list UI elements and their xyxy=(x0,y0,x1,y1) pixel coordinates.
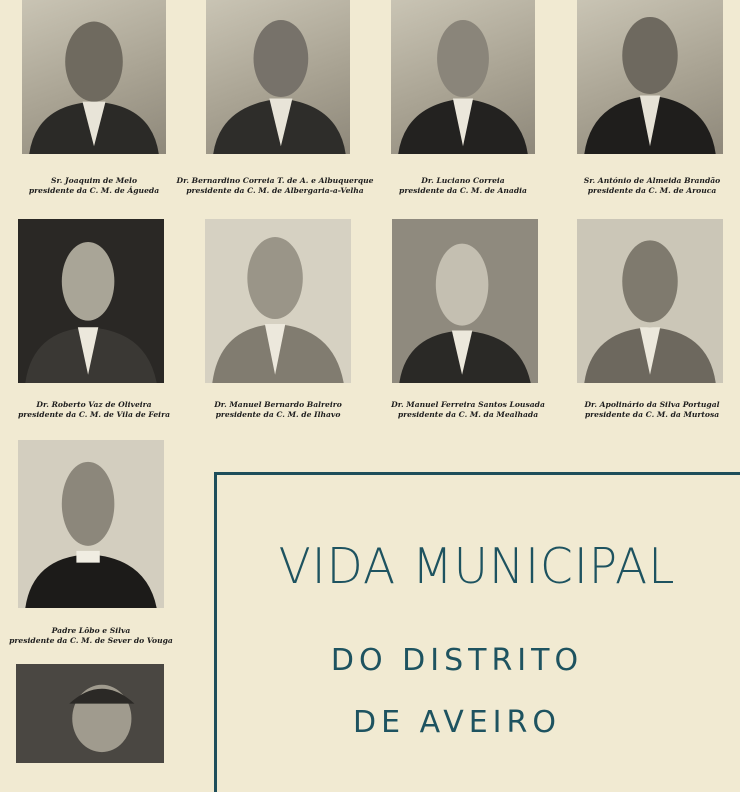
portrait-photo xyxy=(206,0,350,154)
portrait-photo xyxy=(577,219,723,383)
portrait-photo xyxy=(22,0,166,154)
portrait-photo xyxy=(392,219,538,383)
portrait-caption: Dr. Bernardino Correia T. de A. e Albuquerque presidente da C. M. de Albergaria-a-Velha xyxy=(176,176,374,195)
portrait-caption: Padre Lôbo e Silva presidente da C. M. de Sever do Vouga xyxy=(9,626,173,645)
portrait-caption: Dr. Roberto Vaz de Oliveira presidente da C. M. de Vila de Feira xyxy=(18,400,170,419)
portrait-caption: Dr. Apolinário da Silva Portugal presidente da C. M. da Murtosa xyxy=(584,400,720,419)
page-subtitle-line-2: DE AVEIRO xyxy=(353,705,561,740)
portrait-photo xyxy=(391,0,535,154)
portrait-caption: Dr. Luciano Correia presidente da C. M. de Anadia xyxy=(399,176,527,195)
portrait-photo xyxy=(16,664,164,763)
title-frame xyxy=(214,472,740,792)
portrait-photo xyxy=(18,440,164,608)
portrait-photo xyxy=(18,219,164,383)
page-title: VIDA MUNICIPAL xyxy=(278,537,676,596)
portrait-caption: Dr. Manuel Bernardo Balreiro presidente da C. M. de Ilhavo xyxy=(214,400,342,419)
portrait-caption: Sr. Joaquim de Melo presidente da C. M. de Águeda xyxy=(28,176,160,195)
portrait-caption: Dr. Manuel Ferreira Santos Lousada presidente da C. M. da Mealhada xyxy=(391,400,545,419)
portrait-caption: Sr. António de Almeida Brandão presidente da C. M. de Arouca xyxy=(583,176,721,195)
portrait-photo xyxy=(577,0,723,154)
page-subtitle-line-1: DO DISTRITO xyxy=(330,643,584,678)
portrait-photo xyxy=(205,219,351,383)
